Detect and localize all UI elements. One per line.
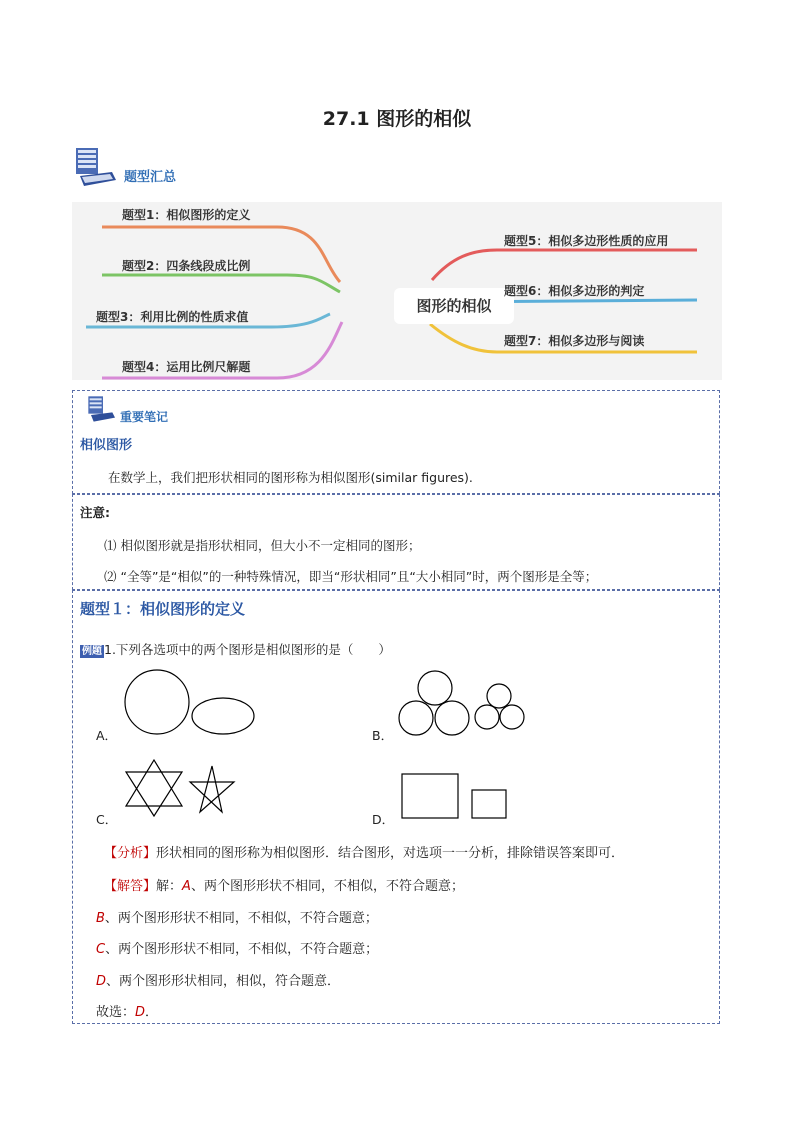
notes-subheading: 相似图形: [80, 438, 133, 453]
final-suffix: ．: [145, 1005, 159, 1020]
mindmap-item-1: 题型1：相似图形的定义: [122, 208, 251, 222]
example-badge: 例题: [82, 646, 102, 657]
answer-c-letter: C: [96, 942, 106, 957]
attention-item-2: ⑵ “全等”是“相似”的一种特殊情况，即当“形状相同”且“大小相同”时，两个图形是全等；: [104, 569, 598, 584]
answer-c-text: 、两个图形形状不相同，不相似，不符合题意；: [105, 942, 379, 957]
branch-2-line: [102, 275, 340, 292]
answer-b-text: 、两个图形形状不相同，不相似，不符合题意；: [104, 911, 378, 926]
notes-heading: 重要笔记: [120, 410, 169, 424]
option-c-figure: [122, 758, 242, 818]
attention-item-1: ⑴ 相似图形就是指形状相同，但大小不一定相同的图形；: [104, 538, 421, 553]
notes-definition: 在数学上，我们把形状相同的图形称为相似图形(similar figures).: [108, 470, 473, 485]
option-a-figure: [120, 668, 260, 738]
mindmap-item-7: 题型7：相似多边形与阅读: [504, 334, 645, 348]
summary-heading: 题型汇总: [124, 170, 177, 185]
mindmap-item-3: 题型3：利用比例的性质求值: [96, 310, 249, 324]
notes-book-icon: [84, 395, 118, 423]
final-letter: D: [135, 1005, 146, 1020]
option-b-figure: [395, 668, 530, 738]
option-d-label: D．: [372, 812, 395, 827]
mindmap-item-6: 题型6：相似多边形的判定: [504, 284, 645, 298]
mindmap-item-5: 题型5：相似多边形性质的应用: [504, 234, 669, 248]
answer-d-text: 、两个图形形状相同，相似，符合题意．: [106, 974, 341, 989]
answer-b-letter: B: [96, 911, 105, 926]
type1-heading: 题型１：相似图形的定义: [80, 600, 246, 618]
question-text: 1.下列各选项中的两个图形是相似图形的是（ ）: [104, 642, 391, 657]
answer-a-text: 、两个图形形状不相同，不相似，不符合题意；: [190, 879, 464, 894]
attention-label: 注意:: [80, 505, 110, 520]
answer-line-d: [96, 970, 340, 989]
mindmap-item-4: 题型4：运用比例尺解题: [122, 360, 251, 374]
analysis-tag: 【分析】: [104, 846, 157, 861]
answer-d-letter: D: [96, 974, 107, 989]
answer-line-a: [104, 875, 464, 894]
option-a-label: A．: [96, 728, 118, 743]
option-d-figure: [398, 772, 510, 822]
page-title: 27.1 图形的相似: [322, 108, 472, 130]
branch-5-line: [432, 250, 697, 280]
option-c-label: C．: [96, 812, 118, 827]
mindmap-center: 图形的相似: [394, 288, 514, 324]
question-line: [80, 639, 391, 658]
answer-tag: 【解答】: [104, 879, 157, 894]
final-answer: [96, 1001, 158, 1020]
answer-line-b: [96, 907, 378, 926]
answer-a-letter: A: [182, 879, 191, 894]
final-prefix: 故选：: [96, 1005, 136, 1020]
option-b-label: B．: [372, 728, 394, 743]
analysis-text: 形状相同的图形称为相似图形．结合图形，对选项一一分析，排除错误答案即可．: [156, 846, 625, 861]
analysis-line: [104, 842, 624, 861]
answer-line-c: [96, 938, 378, 957]
book-icon: [72, 146, 118, 188]
answer-prefix: 解：: [156, 879, 183, 894]
mindmap-item-2: 题型2：四条线段成比例: [122, 259, 251, 273]
mind-map: [72, 202, 722, 380]
